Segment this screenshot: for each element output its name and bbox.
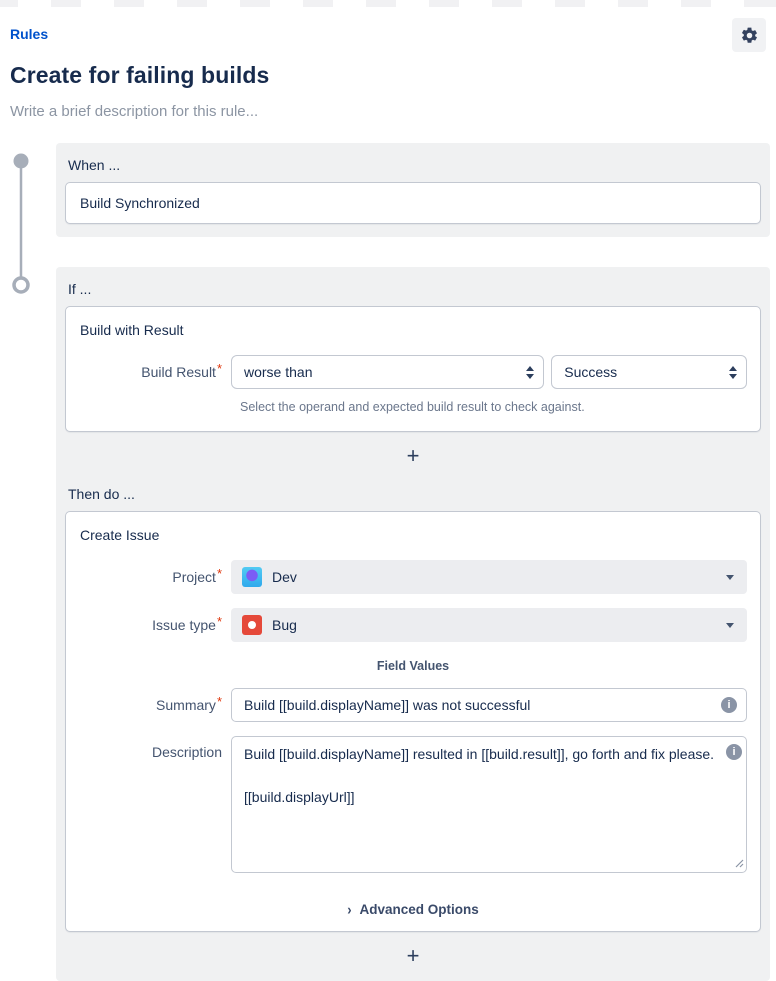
advanced-options-toggle[interactable] [79,892,747,919]
build-result-operand-select[interactable] [231,355,544,389]
timeline-rail [11,151,33,306]
rule-description-placeholder[interactable]: Write a brief description for this rule... [10,103,259,120]
build-result-helper-text: Select the operand and expected build result to check against. [240,400,585,414]
rule-canvas [0,143,776,981]
when-label: When ... [68,157,121,173]
required-indicator: * [216,361,222,376]
add-action-button[interactable]: + [399,944,428,968]
info-icon[interactable]: i [726,744,742,760]
project-value: Dev [272,569,297,585]
issue-type-value: Bug [272,617,297,633]
project-label: Project* [172,566,222,585]
chevron-down-icon [726,575,734,580]
build-result-value-select[interactable] [551,355,747,389]
page-title[interactable]: Create for failing builds [10,62,270,88]
trigger-selector[interactable] [65,182,761,224]
add-action-row [65,932,761,981]
description-label: Description [151,744,222,760]
project-select[interactable] [231,560,747,594]
select-stepper-icon [729,366,737,379]
field-values-heading: Field Values [376,659,450,673]
rule-header [0,18,776,120]
add-condition-button[interactable]: + [399,444,428,468]
timeline-trigger-dot [14,154,29,169]
condition-card [65,306,761,432]
settings-button[interactable] [732,18,766,52]
result-value: Success [564,364,618,380]
chevron-right-icon: › [347,900,352,919]
summary-label: Summary* [156,694,222,713]
select-stepper-icon [526,366,534,379]
gear-icon [740,26,759,45]
required-indicator: * [216,694,222,709]
action-card [65,511,761,932]
description-textarea[interactable] [231,736,747,873]
trigger-value: Build Synchronized [80,195,200,211]
project-avatar-icon [242,567,262,587]
action-card-title: Create Issue [80,527,160,543]
page-top-strip [0,0,776,7]
required-indicator: * [216,566,222,581]
conditions-actions-section [56,267,770,981]
section-gap [56,237,770,267]
then-label: Then do ... [68,486,135,502]
condition-card-title: Build with Result [80,322,184,338]
breadcrumb-rules-link[interactable]: Rules [10,26,49,42]
if-label: If ... [68,281,92,297]
issue-type-label: Issue type* [152,614,222,633]
info-icon[interactable]: i [721,697,737,713]
bug-issue-type-icon [242,615,262,635]
summary-value: Build [[build.displayName]] was not successful [244,697,531,713]
summary-input[interactable] [231,688,747,722]
when-section [56,143,770,237]
issue-type-select[interactable] [231,608,747,642]
operand-value: worse than [244,364,313,380]
chevron-down-icon [726,623,734,628]
build-result-label: Build Result* [141,361,222,380]
timeline-condition-ring [14,278,28,292]
add-condition-row [65,432,761,481]
required-indicator: * [216,614,222,629]
advanced-options-label: Advanced Options [359,902,479,917]
